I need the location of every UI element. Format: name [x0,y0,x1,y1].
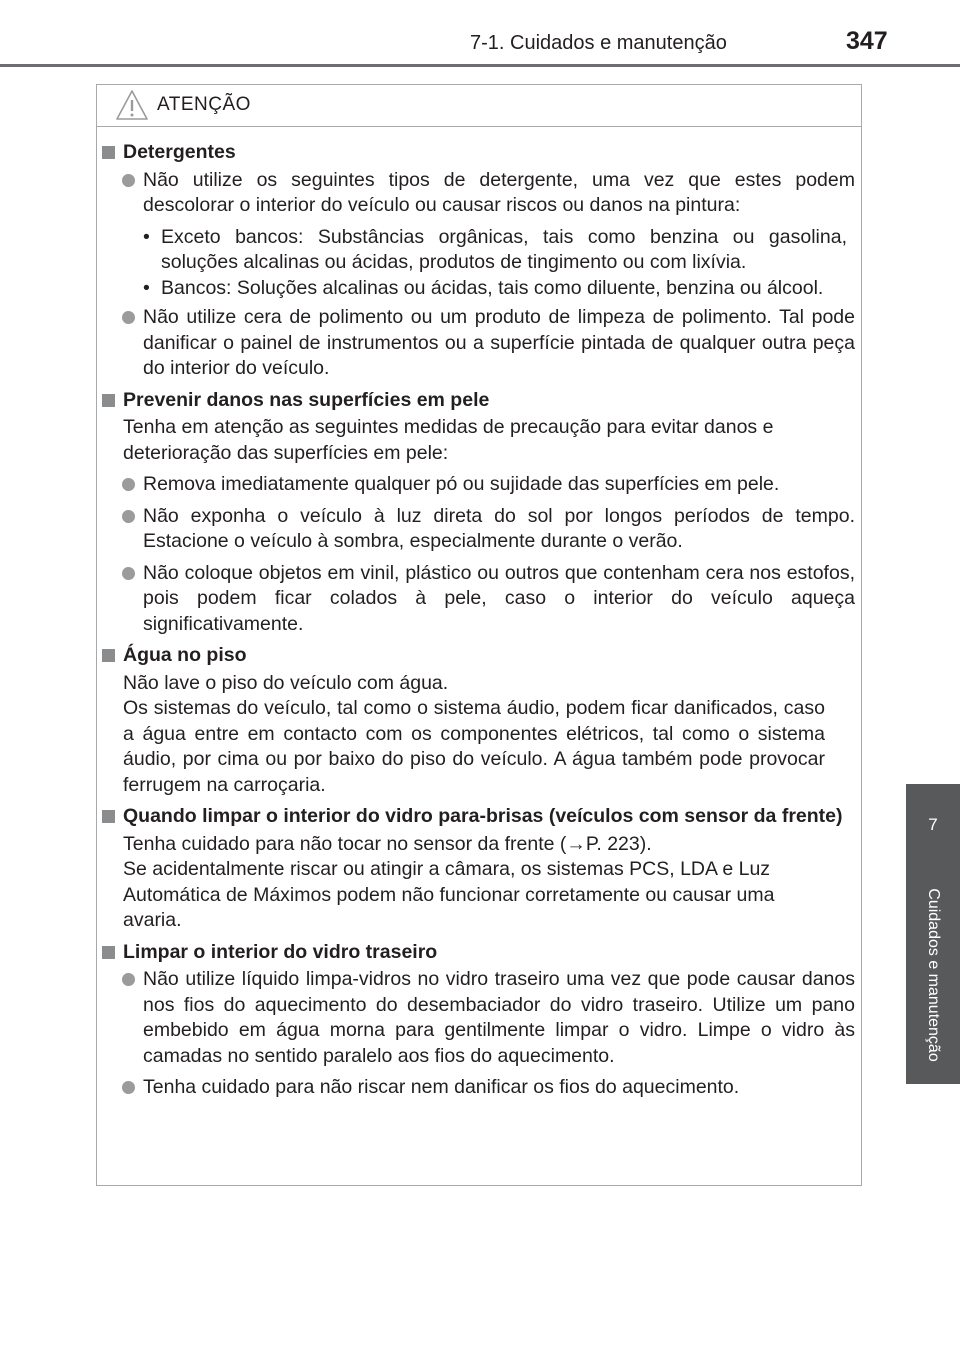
list-item: Não coloque objetos em vinil, plástico ou outros que contenham cera nos estofos, pois podem ficar colados à pele, caso o interior do veículo aqueça significativamente. [97,561,863,638]
page-number: 347 [846,27,888,55]
sub-list [97,225,863,302]
section-paragraph: Se acidentalmente riscar ou atingir a câmara, os sistemas PCS, LDA e Luz Automática de Máximos podem não funcionar corretamente ou causar uma avaria. [123,858,775,931]
section-heading: Quando limpar o interior do vidro para-brisas (veículos com sensor da frente) [97,804,863,830]
sub-list-item: • Bancos: Soluções alcalinas ou ácidas, tais como diluente, benzina ou álcool. [97,276,863,302]
caution-box [96,84,862,1186]
caution-header [97,85,861,127]
section-heading: Água no piso [97,643,863,669]
section-heading: Detergentes [97,140,863,166]
sub-list-item: • Exceto bancos: Substâncias orgânicas, tais como benzina ou gasolina, soluções alcalinas ou ácidas, produtos de tingimento ou com lixívia. [97,225,863,276]
list-item: Não utilize os seguintes tipos de detergente, uma vez que estes podem descolorar o interior do veículo ou causar riscos ou danos na pintura: [97,168,863,219]
chapter-tab-label [906,866,960,1084]
section-paragraph: Não lave o piso do veículo com água. [123,671,449,694]
section-paragraph: Os sistemas do veículo, tal como o sistema áudio, podem ficar danificados, caso a água entre em contacto com os componentes elétricos, tal como o sistema áudio, por cima ou por baixo do piso do veículo. A água também pode provocar ferrugem na carroçaria. [123,697,825,796]
list-item: Não exponha o veículo à luz direta do sol por longos períodos de tempo. Estacione o veículo à sombra, especialmente durante o verão. [97,504,863,555]
list-item: Remova imediatamente qualquer pó ou sujidade das superfícies em pele. [97,472,863,498]
list-item: Não utilize cera de polimento ou um produto de limpeza de polimento. Tal pode danificar o painel de instrumentos ou a superfície pintada de qualquer outra peça do interior do veículo. [97,305,863,382]
section-paragraph: Tenha cuidado para não tocar no sensor da frente (→P. 223). [123,832,652,855]
section-heading: Limpar o interior do vidro traseiro [97,940,863,966]
header-divider [0,64,960,67]
section-heading: Prevenir danos nas superfícies em pele [97,388,863,414]
caution-content [97,140,863,1107]
caution-title: ATENÇÃO [157,94,251,115]
section-title: 7-1. Cuidados e manutenção [470,32,727,54]
warning-triangle-icon [115,89,149,121]
page-header [0,0,960,68]
section-paragraph: Tenha em atenção as seguintes medidas de precaução para evitar danos e deterioração das superfícies em pele: [123,416,774,464]
chapter-tab-number: 7 [906,784,960,866]
list-item: Não utilize líquido limpa-vidros no vidro traseiro uma vez que pode causar danos nos fios do aquecimento do desembaciador do vidro traseiro. Utilize um pano embebido em água morna para gentilmente limpar o vidro. Limpe o vidro às camadas no sentido paralelo aos fios do aquecimento. [97,967,863,1069]
chapter-tab-text: Cuidados e manutenção [925,888,942,1062]
list-item: Tenha cuidado para não riscar nem danificar os fios do aquecimento. [97,1075,863,1101]
